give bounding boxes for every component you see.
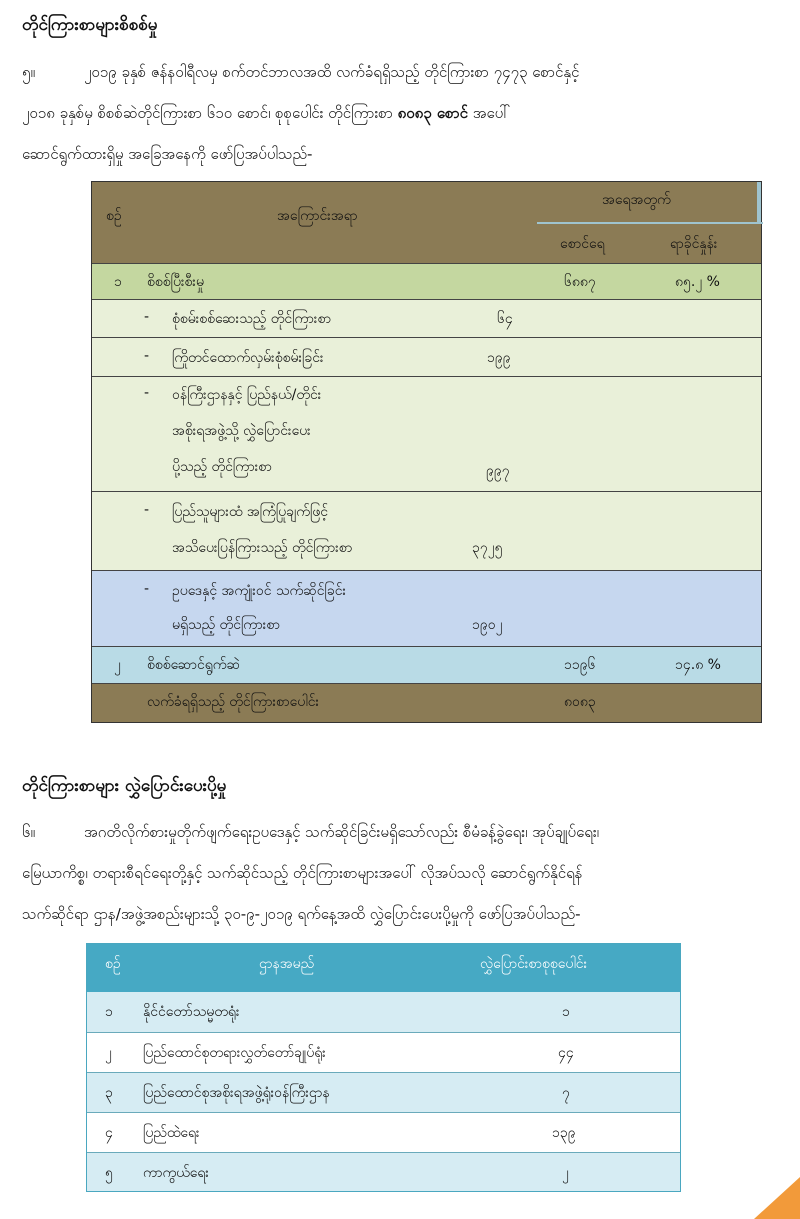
- subrow-label-line: မရှိသည့် တိုင်ကြားစာ: [172, 617, 280, 633]
- subrow-label-line: ဥပဒေနှင့် အကျုံးဝင် သက်ဆိုင်ခြင်း: [172, 583, 347, 599]
- status-table: [91, 181, 762, 723]
- row-no: ၁: [114, 274, 122, 290]
- header-divider: [537, 222, 763, 224]
- table-header: [87, 944, 680, 992]
- row-no: ၃: [105, 1085, 113, 1101]
- row-no: ၄: [105, 1125, 113, 1141]
- table-total-row: [92, 683, 761, 722]
- row-no: ၂: [114, 657, 121, 673]
- subrow-label: စုံစမ်းစစ်ဆေးသည့် တိုင်ကြားစာ: [172, 311, 332, 327]
- subrow-value: ၁၉၀၂: [472, 617, 503, 633]
- row-no: ၂: [105, 1045, 112, 1061]
- page-corner-decoration: [754, 1177, 800, 1219]
- row-total: ၇: [562, 1085, 570, 1101]
- table-row: [87, 1032, 680, 1072]
- section1-paragraph: [22, 52, 784, 175]
- row-dept: ပြည်ထဲရေး: [143, 1125, 200, 1141]
- paragraph-bold-total: ၈၀၈၃ စောင်: [397, 104, 468, 122]
- header-total: လွှဲပြောင်းစာစုစုပေါင်း: [480, 956, 588, 972]
- paragraph-line: [22, 812, 784, 853]
- subrow-label-line: အစိုးရအဖွဲ့သို့ လွှဲပြောင်းပေး: [172, 423, 311, 439]
- row-dept: ပြည်ထောင်စုအစိုးရအဖွဲ့ရုံးဝန်ကြီးဌာန: [143, 1085, 330, 1101]
- paragraph-line: သက်ဆိုင်ရာ ဌာန/အဖွဲ့အစည်းများသို့ ၃၀-၉-၂၀၁၉ ရက်နေ့အထိ လွှဲပြောင်းပေးပို့မှုကို ဖော်ပြအပ်ပါသည်-: [22, 905, 581, 923]
- subrow-value: ၉၉၇: [486, 463, 510, 479]
- section2-heading: တိုင်ကြားစာများ လွှဲပြောင်းပေးပို့မှု: [22, 776, 227, 796]
- paragraph-text: ၂၀၁၈ ခုနှစ်မှ စိစစ်ဆဲတိုင်ကြားစာ ၆၁၀ စောင်၊ စုစုပေါင်း တိုင်ကြားစာ: [22, 104, 398, 122]
- header-accent-bar: [757, 182, 761, 224]
- row-dept: နိုင်ငံတော်သမ္မတရုံး: [143, 1004, 240, 1020]
- row-no: ၁: [105, 1004, 113, 1020]
- table-row: [92, 263, 761, 299]
- row-label: စိစစ်ဆောင်ရွက်ဆဲ: [147, 657, 241, 673]
- row-percent: ၁၄.၈ %: [675, 657, 721, 673]
- total-count: ၈၀၈၃: [564, 694, 596, 710]
- subrow-label-line: ဝန်ကြီးဌာနနှင့် ပြည်နယ်/တိုင်း: [172, 387, 322, 403]
- subrow-label-line: ပြည်သူများထံ အကြံပြုချက်ဖြင့်: [172, 504, 329, 520]
- subrow-label-line: အသိပေးပြန်ကြားသည့် တိုင်ကြားစာ: [172, 540, 353, 556]
- row-total: ၄၄: [558, 1045, 574, 1061]
- section1-heading: တိုင်ကြားစာများစိစစ်မှု: [22, 15, 158, 35]
- table-header: [92, 182, 761, 263]
- row-total: ၁: [562, 1004, 570, 1020]
- header-percent: ရာခိုင်နှုန်း: [670, 236, 718, 252]
- table-row: [87, 1072, 680, 1112]
- header-amount: အရေအတွက်: [602, 192, 671, 208]
- subrow-value: ၃၇၂၅: [472, 540, 503, 556]
- subrow-value: ၆၄: [497, 311, 513, 327]
- header-no: စဉ်: [106, 208, 122, 224]
- header-subject: အကြောင်းအရာ: [277, 208, 358, 224]
- paragraph-number: ၅။: [22, 63, 35, 81]
- table-row: [87, 992, 680, 1032]
- table-subrow: [92, 376, 761, 491]
- subrow-value: ၁၉၉: [487, 350, 511, 366]
- paragraph-number: ၆။: [22, 823, 35, 841]
- paragraph-line: [22, 93, 784, 134]
- row-no: ၅: [105, 1165, 113, 1181]
- row-total: ၁၃၉: [552, 1125, 576, 1141]
- table-subrow: [92, 570, 761, 646]
- table-row: [87, 1112, 680, 1152]
- header-count: စောင်ရေ: [560, 236, 605, 252]
- paragraph-line: ဆောင်ရွက်ထားရှိမှု အခြေအနေကို ဖော်ပြအပ်ပါသည်-: [22, 145, 313, 163]
- subrow-dash: -: [144, 385, 150, 401]
- subrow-label: ကြိုတင်ထောက်လှမ်းစုံစမ်းခြင်း: [172, 350, 324, 366]
- header-no: စဉ်: [105, 956, 121, 972]
- row-count: ၁၁၉၆: [564, 657, 596, 673]
- table-row: [87, 1152, 680, 1191]
- paragraph-line: [22, 52, 784, 93]
- paragraph-text: ၂၀၁၉ ခုနှစ် ဇန်နဝါရီလမှ စက်တင်ဘာလအထိ လက်ခံရရှိသည့် တိုင်ကြားစာ ၇၄၇၃ စောင်နှင့်: [84, 63, 580, 81]
- subrow-dash: -: [144, 309, 150, 325]
- table-subrow: [92, 337, 761, 376]
- table-subrow: [92, 299, 761, 337]
- subrow-dash: -: [144, 502, 150, 518]
- row-dept: ကာကွယ်ရေး: [143, 1165, 209, 1181]
- row-label: စိစစ်ပြီးစီးမှု: [147, 274, 204, 290]
- total-label: လက်ခံရရှိသည့် တိုင်ကြားစာပေါင်း: [147, 694, 320, 710]
- subrow-dash: -: [144, 348, 150, 364]
- subrow-dash: -: [144, 581, 150, 597]
- paragraph-text: အဂတိလိုက်စားမှုတိုက်ဖျက်ရေးဥပဒေနှင့် သက်ဆိုင်ခြင်းမရှိသော်လည်း စီမံခန့်ခွဲရေး၊ အုပ်ချုပ်ရေး၊: [84, 823, 600, 841]
- paragraph-text: အပေါ်: [467, 104, 510, 122]
- transfer-table: [86, 943, 681, 1192]
- row-total: ၂: [562, 1165, 569, 1181]
- header-dept: ဌာနအမည်: [259, 956, 315, 972]
- subrow-label-line: ပို့သည့် တိုင်ကြားစာ: [172, 459, 272, 475]
- row-percent: ၈၅.၂ %: [675, 274, 720, 290]
- paragraph-line: မြေယာကိစ္စ၊ တရားစီရင်ရေးတို့နှင့် သက်ဆိုင်သည့် တိုင်ကြားစာများအပေါ် လိုအပ်သလို ဆောင်ရွက်နိုင်ရန်: [22, 864, 583, 882]
- table-subrow: [92, 491, 761, 570]
- row-dept: ပြည်ထောင်စုတရားလွှတ်တော်ချုပ်ရုံး: [143, 1045, 326, 1061]
- table-row: [92, 646, 761, 683]
- row-count: ၆၈၈၇: [564, 274, 596, 290]
- section2-paragraph: [22, 812, 784, 935]
